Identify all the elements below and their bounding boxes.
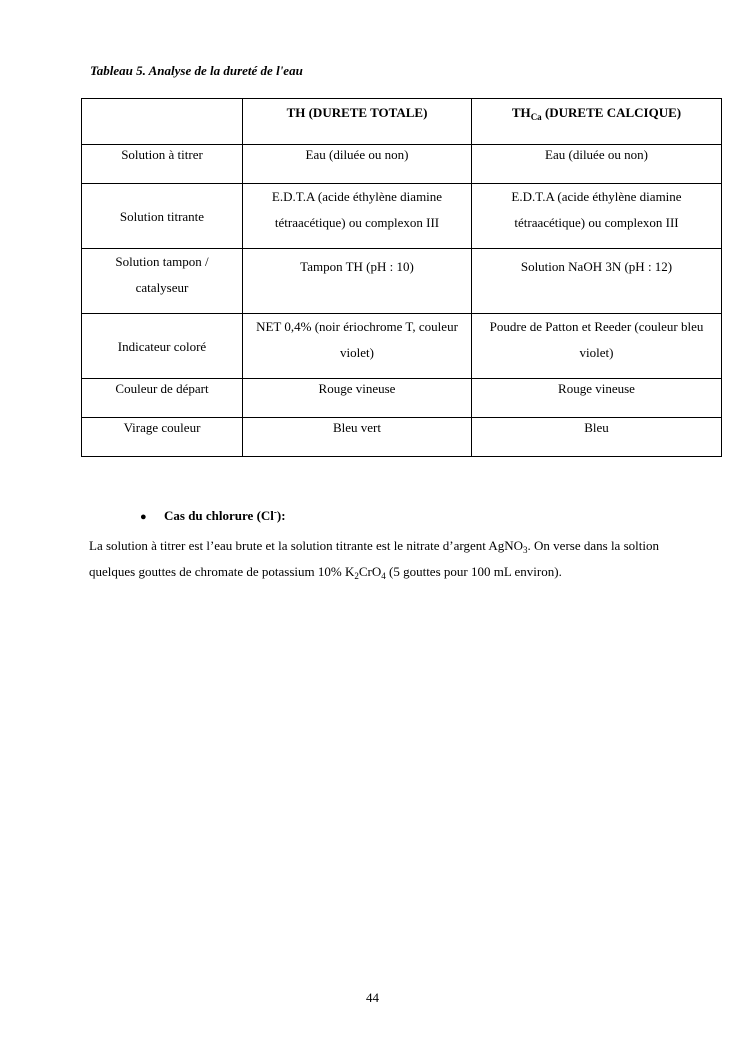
header-empty-cell (82, 99, 243, 145)
row-label: Virage couleur (82, 418, 243, 457)
header-calcium-hardness: $TH_{Ca}$ (DURETE CALCIQUE) (472, 99, 722, 145)
chloride-section-heading: ● Cas du chlorure (Cl-): (140, 507, 286, 523)
water-hardness-table (81, 98, 722, 457)
cell-thca: Eau (diluée ou non) (472, 145, 722, 184)
cell-th: Rouge vineuse (243, 379, 472, 418)
cell-th: Bleu vert (243, 418, 472, 457)
cell-th: Tampon TH (pH : 10) (243, 249, 472, 314)
cell-thca: Poudre de Patton et Reeder (couleur bleu violet) (472, 314, 722, 379)
row-label: Indicateur coloré (82, 314, 243, 379)
cell-thca: Bleu (472, 418, 722, 457)
row-label: Couleur de départ (82, 379, 243, 418)
cell-th: NET 0,4% (noir ériochrome T, couleur violet) (243, 314, 472, 379)
table-caption: Tableau 5. Analyse de la dureté de l'eau (90, 63, 303, 78)
cell-th: Eau (diluée ou non) (243, 145, 472, 184)
row-label: Solution titrante (82, 184, 243, 249)
table-header-row (82, 99, 722, 145)
table-row (82, 249, 722, 314)
cell-thca: E.D.T.A (acide éthylène diamine tétraacétique) ou complexon III (472, 184, 722, 249)
cell-thca: Solution NaOH 3N (pH : 12) (472, 249, 722, 314)
table-row (82, 379, 722, 418)
table-row (82, 145, 722, 184)
table-row (82, 418, 722, 457)
cell-th: E.D.T.A (acide éthylène diamine tétraacétique) ou complexon III (243, 184, 472, 249)
header-total-hardness: TH (DURETE TOTALE) (243, 99, 472, 145)
page-number: 44 (366, 990, 379, 1005)
row-label: Solution à titrer (82, 145, 243, 184)
table-row (82, 314, 722, 379)
chloride-procedure-paragraph: La solution à titrer est l’eau brute et la solution titrante est le nitrate d’argent AgNO$_3$. On verse dans la soltion quelques gouttes de chromate de potassium 10% $K_2CrO_4$ (5 gouttes pour 100 mL environ). (89, 538, 659, 581)
cell-thca: Rouge vineuse (472, 379, 722, 418)
row-label: Solution tampon / catalyseur (82, 249, 243, 314)
bullet-icon: ● (140, 511, 147, 523)
table-row (82, 184, 722, 249)
